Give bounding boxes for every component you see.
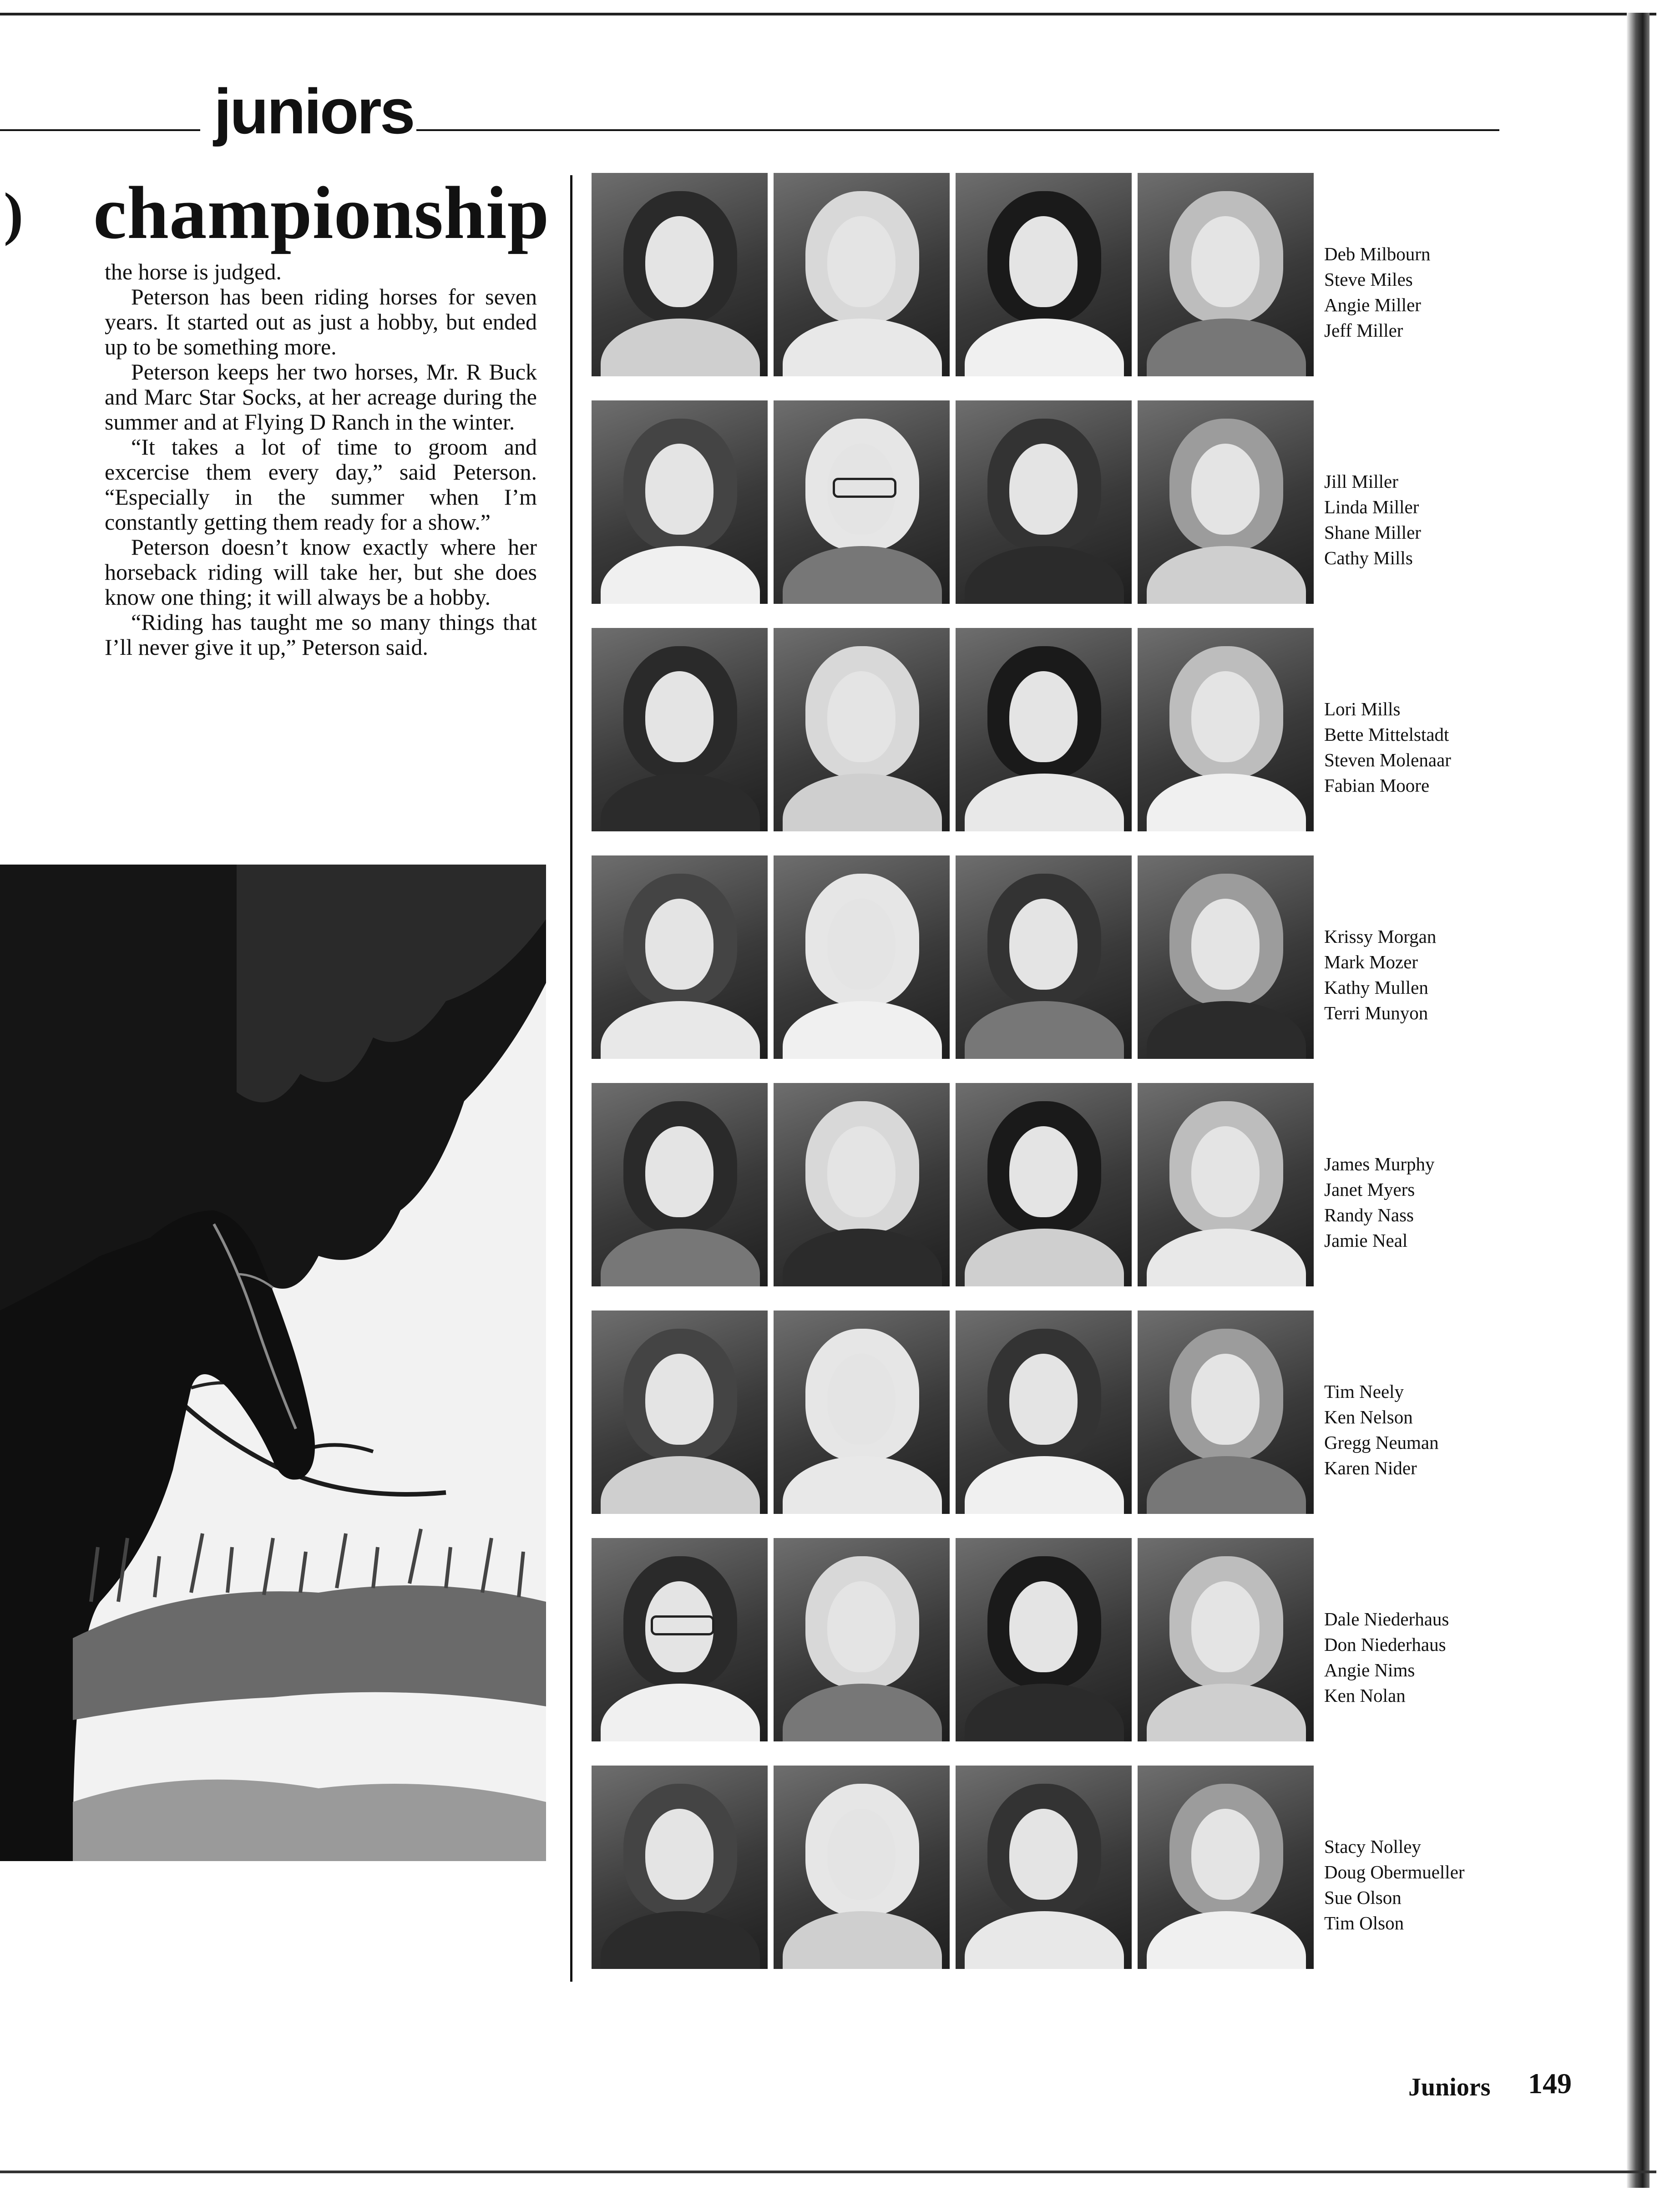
- student-name: Janet Myers: [1324, 1179, 1415, 1200]
- edge-glyph: ): [4, 181, 24, 247]
- student-name: Jeff Miller: [1324, 320, 1403, 341]
- student-portrait: [592, 1083, 768, 1286]
- portrait-shoulders: [965, 1229, 1124, 1286]
- portrait-name-list: [1324, 241, 1488, 343]
- portrait-shoulders: [783, 774, 942, 831]
- portrait-name-list: [1324, 469, 1488, 571]
- portrait-shoulders: [783, 1001, 942, 1059]
- portrait-row: [592, 1538, 1449, 1741]
- column-divider: [570, 175, 572, 1982]
- student-name: Lori Mills: [1324, 698, 1401, 719]
- portrait-face: [827, 671, 896, 762]
- student-portrait: [956, 855, 1132, 1059]
- portrait-shoulders: [1147, 774, 1306, 831]
- portrait-face: [827, 1126, 896, 1217]
- horse-photo-illustration: [0, 865, 546, 1861]
- student-portrait: [1138, 400, 1314, 604]
- portrait-face: [1191, 1581, 1260, 1672]
- portrait-face: [645, 1809, 713, 1900]
- student-name: Fabian Moore: [1324, 775, 1430, 796]
- portrait-row: [592, 400, 1421, 604]
- student-name: Kathy Mullen: [1324, 977, 1428, 998]
- student-name: Stacy Nolley: [1324, 1836, 1421, 1857]
- portrait-shoulders: [1147, 546, 1306, 604]
- portrait-face: [1009, 1354, 1078, 1445]
- portrait-shoulders: [965, 546, 1124, 604]
- student-portrait: [774, 855, 950, 1059]
- portrait-face: [827, 899, 896, 990]
- portrait-face: [1009, 671, 1078, 762]
- student-name: Krissy Morgan: [1324, 926, 1437, 947]
- portrait-face: [1009, 444, 1078, 535]
- page-edge-bottom: [0, 2171, 1656, 2173]
- page-edge-top: [0, 13, 1656, 15]
- student-portrait: [592, 1538, 768, 1741]
- portrait-row: [592, 173, 1431, 376]
- portrait-face: [1191, 899, 1260, 990]
- student-name: Cathy Mills: [1324, 547, 1413, 568]
- portrait-shoulders: [601, 319, 760, 376]
- portrait-face: [827, 216, 896, 307]
- portrait-face: [645, 444, 713, 535]
- portrait-face: [1191, 1354, 1260, 1445]
- portrait-face: [1009, 216, 1078, 307]
- portrait-shoulders: [1147, 1229, 1306, 1286]
- portrait-face: [1191, 1809, 1260, 1900]
- student-portrait: [956, 400, 1132, 604]
- student-name: Karen Nider: [1324, 1457, 1417, 1478]
- portrait-face: [1191, 1126, 1260, 1217]
- student-name: Steve Miles: [1324, 269, 1413, 290]
- binding-edge: [1627, 13, 1650, 2188]
- student-name: Tim Neely: [1324, 1381, 1404, 1402]
- portrait-face: [645, 1126, 713, 1217]
- portrait-shoulders: [783, 319, 942, 376]
- article-paragraph: the horse is judged.: [105, 259, 282, 284]
- student-name: Doug Obermueller: [1324, 1862, 1465, 1882]
- portrait-row: [592, 1083, 1435, 1286]
- student-portrait: [592, 400, 768, 604]
- header-rule-right: [416, 129, 1499, 131]
- portrait-shoulders: [783, 1456, 942, 1514]
- student-portrait: [956, 1766, 1132, 1969]
- student-portrait: [956, 173, 1132, 376]
- student-portrait: [956, 1311, 1132, 1514]
- portrait-shoulders: [1147, 319, 1306, 376]
- portrait-name-list: [1324, 924, 1488, 1026]
- portrait-row: [592, 1766, 1465, 1969]
- student-portrait: [774, 173, 950, 376]
- portrait-face: [1009, 1581, 1078, 1672]
- student-name: Angie Nims: [1324, 1660, 1415, 1680]
- portrait-shoulders: [1147, 1684, 1306, 1741]
- portrait-shoulders: [965, 1911, 1124, 1969]
- portrait-shoulders: [965, 319, 1124, 376]
- portrait-shoulders: [965, 1684, 1124, 1741]
- portrait-row: [592, 855, 1437, 1059]
- portrait-name-list: [1324, 1379, 1488, 1481]
- portrait-shoulders: [1147, 1456, 1306, 1514]
- student-portrait: [592, 1766, 768, 1969]
- portrait-shoulders: [601, 1684, 760, 1741]
- student-portrait: [774, 1083, 950, 1286]
- portrait-shoulders: [965, 1456, 1124, 1514]
- student-name: Tim Olson: [1324, 1913, 1404, 1933]
- portrait-row: [592, 1311, 1439, 1514]
- footer-section-label: Juniors: [1408, 2073, 1491, 2101]
- portrait-face: [1191, 671, 1260, 762]
- article-paragraph: “It takes a lot of time to groom and excercise them every day,” said Peterson. “Especially in the summer when I’m constantly getting them ready for a show.”: [105, 434, 537, 535]
- student-name: Angie Miller: [1324, 294, 1421, 315]
- student-portrait: [956, 1538, 1132, 1741]
- student-name: Steven Molenaar: [1324, 749, 1451, 770]
- portrait-shoulders: [1147, 1001, 1306, 1059]
- student-name: Ken Nelson: [1324, 1407, 1413, 1427]
- portrait-shoulders: [601, 1911, 760, 1969]
- portrait-face: [1191, 444, 1260, 535]
- student-name: Gregg Neuman: [1324, 1432, 1439, 1453]
- portrait-shoulders: [783, 1911, 942, 1969]
- student-portrait: [774, 1766, 950, 1969]
- student-portrait: [1138, 1083, 1314, 1286]
- article-paragraph: Peterson doesn’t know exactly where her horseback riding will take her, but she does know one thing; it will always be a hobby.: [105, 534, 537, 610]
- student-portrait: [774, 1311, 950, 1514]
- student-portrait: [1138, 1538, 1314, 1741]
- student-name: Terri Munyon: [1324, 1002, 1428, 1023]
- student-name: Sue Olson: [1324, 1887, 1402, 1908]
- portrait-shoulders: [601, 1001, 760, 1059]
- portrait-shoulders: [601, 1456, 760, 1514]
- student-portrait: [956, 628, 1132, 831]
- student-name: James Murphy: [1324, 1154, 1435, 1174]
- student-name: Deb Milbourn: [1324, 243, 1431, 264]
- student-portrait: [956, 1083, 1132, 1286]
- student-portrait: [774, 628, 950, 831]
- portrait-shoulders: [601, 774, 760, 831]
- header-rule-left: [0, 129, 200, 131]
- student-portrait: [774, 400, 950, 604]
- student-name: Mark Mozer: [1324, 951, 1418, 972]
- article-paragraph: Peterson has been riding horses for seven years. It started out as just a hobby, but ended up to be something more.: [105, 284, 537, 359]
- portrait-row: [592, 628, 1451, 831]
- portrait-name-list: [1324, 1606, 1488, 1708]
- student-name: Ken Nolan: [1324, 1685, 1406, 1706]
- portrait-glasses: [651, 1615, 714, 1635]
- student-name: Don Niederhaus: [1324, 1634, 1446, 1655]
- portrait-face: [645, 671, 713, 762]
- portrait-name-list: [1324, 1834, 1488, 1936]
- portrait-face: [1191, 216, 1260, 307]
- portrait-shoulders: [783, 1229, 942, 1286]
- student-portrait: [592, 855, 768, 1059]
- portrait-name-list: [1324, 1151, 1488, 1253]
- section-label: juniors: [214, 76, 414, 147]
- student-portrait: [1138, 855, 1314, 1059]
- student-portrait: [1138, 173, 1314, 376]
- portrait-face: [827, 1581, 896, 1672]
- portrait-shoulders: [601, 1229, 760, 1286]
- student-name: Jill Miller: [1324, 471, 1398, 492]
- student-name: Bette Mittelstadt: [1324, 724, 1449, 745]
- portrait-face: [827, 1809, 896, 1900]
- portrait-shoulders: [965, 774, 1124, 831]
- student-portrait: [774, 1538, 950, 1741]
- portrait-face: [1009, 1809, 1078, 1900]
- student-name: Randy Nass: [1324, 1204, 1414, 1225]
- student-name: Jamie Neal: [1324, 1230, 1408, 1251]
- student-name: Linda Miller: [1324, 496, 1419, 517]
- student-portrait: [1138, 1766, 1314, 1969]
- student-portrait: [592, 173, 768, 376]
- student-name: Dale Niederhaus: [1324, 1609, 1449, 1629]
- portrait-face: [645, 899, 713, 990]
- student-portrait: [592, 1311, 768, 1514]
- portrait-face: [645, 216, 713, 307]
- page-number: 149: [1528, 2067, 1572, 2100]
- horse-photo: [0, 865, 546, 1861]
- student-portrait: [1138, 628, 1314, 831]
- student-name: Shane Miller: [1324, 522, 1421, 543]
- article-paragraph: “Riding has taught me so many things that I’ll never give it up,” Peterson said.: [105, 609, 537, 660]
- portrait-shoulders: [601, 546, 760, 604]
- article-body: [105, 259, 537, 660]
- portrait-shoulders: [1147, 1911, 1306, 1969]
- portrait-shoulders: [965, 1001, 1124, 1059]
- portrait-face: [1009, 1126, 1078, 1217]
- portrait-face: [827, 1354, 896, 1445]
- article-paragraph: Peterson keeps her two horses, Mr. R Buck and Marc Star Socks, at her acreage during the summer and at Flying D Ranch in the winter.: [105, 359, 537, 435]
- portrait-name-list: [1324, 696, 1488, 798]
- student-portrait: [592, 628, 768, 831]
- headline: championship: [93, 171, 550, 254]
- portrait-shoulders: [783, 1684, 942, 1741]
- portrait-shoulders: [783, 546, 942, 604]
- portrait-glasses: [833, 478, 896, 498]
- portrait-face: [645, 1354, 713, 1445]
- portrait-face: [1009, 899, 1078, 990]
- student-portrait: [1138, 1311, 1314, 1514]
